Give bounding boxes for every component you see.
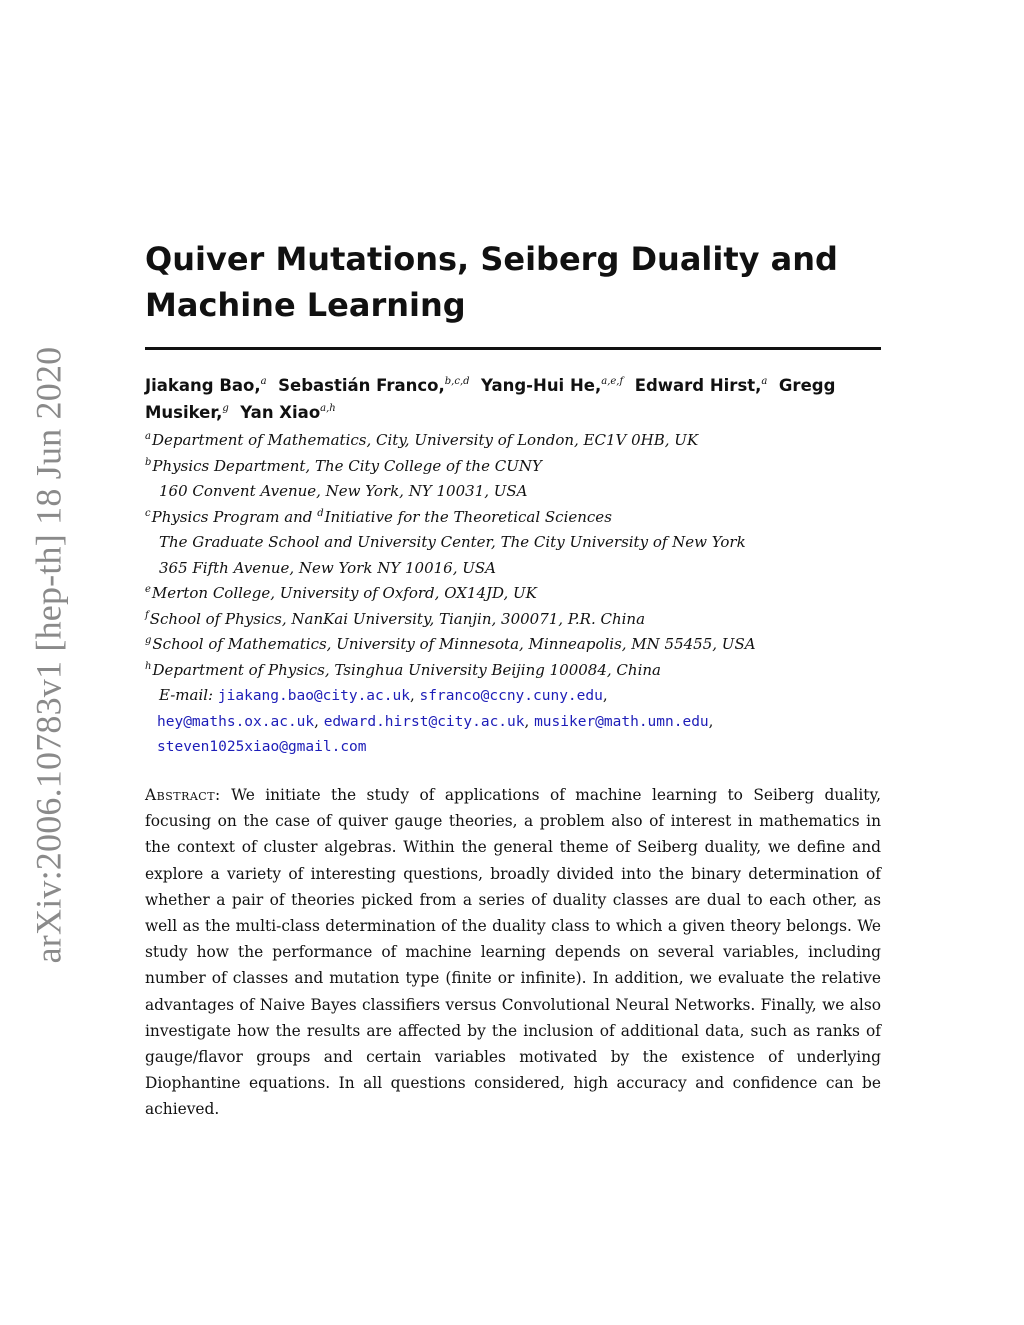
email-label: E-mail: xyxy=(159,686,214,704)
affiliation-line: 160 Convent Avenue, New York, NY 10031, USA xyxy=(159,482,528,500)
email-line: hey@maths.ox.ac.uk, edward.hirst@city.ac.uk, musiker@math.umn.edu, xyxy=(157,711,714,730)
author-list xyxy=(145,372,881,426)
author: Edward Hirst,$^a$ xyxy=(634,376,768,395)
affiliation-line: The Graduate School and University Center, The City University of New York xyxy=(159,533,746,551)
email-link[interactable]: steven1025xiao@gmail.com xyxy=(157,739,367,755)
paper-title xyxy=(145,236,885,328)
title-line-1: Quiver Mutations, Seiberg Duality and xyxy=(145,240,838,278)
email-link[interactable]: jiakang.bao@city.ac.uk xyxy=(217,688,410,704)
author: Sebastián Franco,$^{b,c,d}$ xyxy=(278,376,470,395)
affiliation-line: $^c$Physics Program and $^d$Initiative for the Theoretical Sciences xyxy=(145,507,612,526)
email-link[interactable]: musiker@math.umn.edu xyxy=(534,713,709,730)
author: Gregg Musiker,$^g$ xyxy=(145,376,836,422)
abstract-body: We initiate the study of applications of machine learning to Seiberg duality, focusing on the case of quiver gauge theories, a problem also of interest in mathematics in the context of cluster algebras. Within the general theme of Seiberg duality, we define and explore a variety of interesting questions, broadly divided into the binary determination of whether a pair of theories picked from a series of duality classes are dual to each other, as well as the multi-class determination of the duality class to which a given theory belongs. We study how the performance of machine learning depends on several variables, including number of classes and mutation type (finite or infinite). In addition, we evaluate the relative advantages of Naive Bayes classifiers versus Convolutional Neural Networks. Finally, we also investigate how the results are affected by the inclusion of additional data, such as ranks of gauge/flavor groups and certain variables motivated by the existence of underlying Diophantine equations. In all questions considered, high accuracy and confidence can be achieved. xyxy=(145,786,881,1119)
affiliation-line: $^b$Physics Department, The City College of the CUNY xyxy=(145,456,542,475)
author: Jiakang Bao,$^a$ xyxy=(145,376,267,395)
email-line: E-mail: jiakang.bao@city.ac.uk, sfranco@ccny.cuny.edu, xyxy=(159,686,608,704)
affiliation-line: 365 Fifth Avenue, New York NY 10016, USA xyxy=(159,558,496,577)
title-line-2: Machine Learning xyxy=(145,286,466,324)
email-line xyxy=(145,734,885,760)
affiliation-list xyxy=(145,428,885,760)
abstract xyxy=(145,782,881,1123)
email-link[interactable]: sfranco@ccny.cuny.edu xyxy=(419,688,603,704)
affiliation-line: $^e$Merton College, University of Oxford, OX14JD, UK xyxy=(145,584,537,602)
email-link[interactable]: hey@maths.ox.ac.uk xyxy=(157,713,315,730)
affiliation-line: $^a$Department of Mathematics, City, University of London, EC1V 0HB, UK xyxy=(145,431,699,449)
author: Yan Xiao$^{a,h}$ xyxy=(240,403,336,422)
author: Yang-Hui He,$^{a,e,f}$ xyxy=(481,376,624,395)
arxiv-identifier: arXiv:2006.10783v1 [hep-th] 18 Jun 2020 xyxy=(28,346,69,964)
email-link[interactable]: edward.hirst@city.ac.uk xyxy=(323,713,525,730)
affiliation-line: $^g$School of Mathematics, University of Minnesota, Minneapolis, MN 55455, USA xyxy=(145,635,756,653)
affiliation-line: $^f$School of Physics, NanKai University, Tianjin, 300071, P.R. China xyxy=(145,609,646,628)
title-rule-divider xyxy=(145,347,881,350)
affiliation-line: $^h$Department of Physics, Tsinghua University Beijing 100084, China xyxy=(145,660,661,679)
abstract-heading: Abstract: xyxy=(145,786,221,804)
arxiv-sidebar-stamp xyxy=(26,346,70,964)
